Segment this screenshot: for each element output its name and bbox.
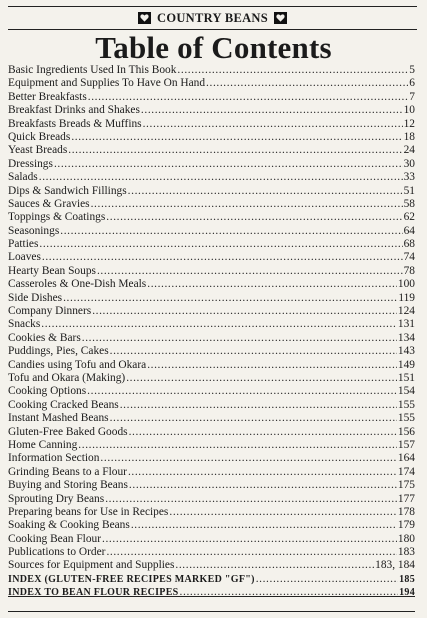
toc-entry: [8, 278, 415, 291]
entry-page-number: 180: [397, 532, 415, 545]
entry-page-number: 64: [403, 224, 415, 237]
dot-leader: [110, 412, 397, 425]
dot-leader: [39, 171, 403, 184]
dot-leader: [102, 533, 397, 546]
entry-page-number: 151: [397, 371, 415, 384]
book-title: COUNTRY BEANS: [157, 10, 268, 25]
entry-title: Gluten-Free Baked Goods: [8, 425, 128, 438]
index-divider: [8, 611, 415, 612]
entry-page-number: 183: [397, 546, 415, 559]
entry-title: Home Canning: [8, 438, 78, 451]
dot-leader: [68, 144, 402, 157]
entry-page-number: 156: [397, 425, 415, 438]
toc-entry: [8, 426, 415, 439]
entry-page-number: 119: [398, 291, 415, 304]
heart-icon: [138, 12, 151, 24]
entry-page-number: 155: [397, 412, 415, 425]
dot-leader: [180, 586, 399, 599]
entry-page-number: 177: [397, 492, 415, 505]
entry-page-number: 194: [399, 587, 415, 599]
toc-entry: [8, 466, 415, 479]
entry-page-number: 51: [403, 184, 415, 197]
entry-title: Toppings & Coatings: [8, 211, 106, 224]
dot-leader: [92, 305, 397, 318]
dot-leader: [42, 251, 403, 264]
toc-entry: [8, 452, 415, 465]
index-divider: [8, 596, 415, 597]
dot-leader: [131, 519, 397, 532]
entry-title: Cooking Options: [8, 385, 87, 398]
toc-entry: [8, 305, 415, 318]
toc-entry: [8, 559, 415, 572]
dot-leader: [143, 118, 403, 131]
dot-leader: [177, 64, 408, 77]
dot-leader: [87, 385, 397, 398]
dot-leader: [39, 238, 402, 251]
toc-entry: [8, 144, 415, 157]
toc-entry: [8, 118, 415, 131]
entry-page-number: 157: [397, 438, 415, 451]
entry-page-number: 174: [397, 465, 415, 478]
entry-title: Candies using Tofu and Okara: [8, 358, 147, 371]
toc-entry: [8, 372, 415, 385]
entry-page-number: 74: [403, 251, 415, 264]
toc-entry: [8, 493, 415, 506]
entry-title: Casseroles & One-Dish Meals: [8, 278, 147, 291]
dot-leader: [110, 345, 397, 358]
entry-title: Seasonings: [8, 224, 60, 237]
entry-page-number: 154: [397, 385, 415, 398]
entry-page-number: 134: [397, 331, 415, 344]
dot-leader: [100, 452, 396, 465]
entry-title: Grinding Beans to a Flour: [8, 465, 127, 478]
entry-page-number: 7: [409, 90, 415, 103]
entry-page-number: 30: [403, 157, 415, 170]
page-title: Table of Contents: [95, 30, 332, 65]
entry-title: Sprouting Dry Beans: [8, 492, 105, 505]
entry-title: Preparing beans for Use in Recipes: [8, 505, 169, 518]
toc-entry: [8, 225, 415, 238]
entry-title: Buying and Storing Beans: [8, 479, 128, 492]
toc-entry: [8, 412, 415, 425]
entry-page-number: 124: [397, 305, 415, 318]
toc-entry: [8, 506, 415, 519]
toc-entry: [8, 479, 415, 492]
entry-page-number: 12: [403, 117, 415, 130]
entry-title: Basic Ingredients Used In This Book: [8, 64, 177, 76]
entry-page-number: 143: [397, 345, 415, 358]
toc-entry: [8, 265, 415, 278]
dot-leader: [141, 104, 403, 117]
entry-title: Yeast Breads: [8, 144, 68, 157]
toc-entry: [8, 104, 415, 117]
entry-title: Better Breakfasts: [8, 90, 87, 103]
running-header: [8, 6, 417, 30]
dot-leader: [126, 372, 397, 385]
entry-title: Equipment and Supplies To Have On Hand: [8, 77, 206, 90]
toc-entry: [8, 292, 415, 305]
toc-list: [8, 64, 415, 600]
entry-title: Quick Breads: [8, 130, 71, 143]
dot-leader: [175, 559, 374, 572]
toc-entry: [8, 359, 415, 372]
entry-title: Cooking Cracked Beans: [8, 398, 119, 411]
dot-leader: [120, 399, 397, 412]
dot-leader: [88, 91, 409, 104]
index-entry: [8, 586, 415, 599]
entry-page-number: 131: [397, 318, 415, 331]
entry-title: Salads: [8, 171, 38, 184]
toc-entry: [8, 546, 415, 559]
toc-entry: [8, 399, 415, 412]
dot-leader: [106, 211, 402, 224]
entry-page-number: 178: [397, 505, 415, 518]
entry-page-number: 10: [403, 104, 415, 117]
entry-page-number: 185: [399, 573, 415, 585]
entry-page-number: 18: [403, 130, 415, 143]
entry-page-number: 179: [397, 519, 415, 532]
dot-leader: [128, 466, 397, 479]
entry-title: Company Dinners: [8, 305, 92, 318]
entry-page-number: 5: [409, 64, 415, 76]
entry-title: INDEX (GLUTEN-FREE RECIPES MARKED "GF"): [8, 573, 255, 585]
entry-page-number: 78: [403, 264, 415, 277]
entry-title: Breakfasts Breads & Muffins: [8, 117, 142, 130]
dot-leader: [256, 573, 398, 586]
dot-leader: [147, 359, 397, 372]
entry-title: Dips & Sandwich Fillings: [8, 184, 127, 197]
entry-page-number: 149: [397, 358, 415, 371]
entry-title: Breakfast Drinks and Shakes: [8, 104, 140, 117]
entry-title: Loaves: [8, 251, 41, 264]
toc-entry: [8, 519, 415, 532]
entry-title: Information Section: [8, 452, 100, 465]
entry-title: Instant Mashed Beans: [8, 412, 109, 425]
entry-title: Sources for Equipment and Supplies: [8, 559, 175, 572]
toc-entry: [8, 385, 415, 398]
dot-leader: [129, 479, 397, 492]
entry-title: Cookies & Bars: [8, 331, 81, 344]
entry-title: Patties: [8, 238, 39, 251]
toc-entry: [8, 211, 415, 224]
toc-entry: [8, 158, 415, 171]
dot-leader: [63, 292, 397, 305]
toc-entry: [8, 332, 415, 345]
dot-leader: [97, 265, 403, 278]
dot-leader: [106, 546, 396, 559]
entry-title: Sauces & Gravies: [8, 197, 90, 210]
toc-entry: [8, 533, 415, 546]
entry-title: Soaking & Cooking Beans: [8, 519, 130, 532]
entry-page-number: 68: [403, 238, 415, 251]
index-entry: [8, 573, 415, 586]
dot-leader: [78, 439, 397, 452]
entry-page-number: 100: [397, 278, 415, 291]
dot-leader: [54, 158, 403, 171]
entry-title: Hearty Bean Soups: [8, 264, 96, 277]
toc-entry: [8, 185, 415, 198]
entry-title: Side Dishes: [8, 291, 63, 304]
dot-leader: [41, 318, 397, 331]
entry-page-number: 6: [409, 77, 415, 90]
entry-title: Tofu and Okara (Making): [8, 371, 126, 384]
dot-leader: [128, 185, 403, 198]
entry-page-number: 183, 184: [375, 559, 415, 572]
entry-title: Cooking Bean Flour: [8, 532, 102, 545]
toc-entry: [8, 77, 415, 90]
entry-page-number: 24: [403, 144, 415, 157]
toc-entry: [8, 171, 415, 184]
dot-leader: [147, 278, 397, 291]
entry-title: Dressings: [8, 157, 53, 170]
toc-entry: [8, 345, 415, 358]
entry-title: INDEX TO BEAN FLOUR RECIPES: [8, 587, 179, 599]
entry-page-number: 33: [403, 171, 415, 184]
toc-entry: [8, 91, 415, 104]
entry-page-number: 155: [397, 398, 415, 411]
dot-leader: [206, 77, 408, 90]
dot-leader: [60, 225, 402, 238]
dot-leader: [82, 332, 397, 345]
entry-page-number: 175: [397, 479, 415, 492]
toc-entry: [8, 131, 415, 144]
entry-title: Puddings, Pies, Cakes: [8, 345, 109, 358]
dot-leader: [91, 198, 403, 211]
toc-entry: [8, 439, 415, 452]
entry-title: Publications to Order: [8, 546, 106, 559]
toc-entry: [8, 198, 415, 211]
entry-title: Snacks: [8, 318, 41, 331]
toc-entry: [8, 64, 415, 77]
toc-entry: [8, 251, 415, 264]
entry-page-number: 164: [397, 452, 415, 465]
dot-leader: [129, 426, 397, 439]
dot-leader: [105, 493, 397, 506]
entry-page-number: 58: [403, 197, 415, 210]
entry-page-number: 62: [403, 211, 415, 224]
toc-entry: [8, 318, 415, 331]
dot-leader: [169, 506, 397, 519]
dot-leader: [71, 131, 402, 144]
toc-entry: [8, 238, 415, 251]
heart-icon: [274, 12, 287, 24]
